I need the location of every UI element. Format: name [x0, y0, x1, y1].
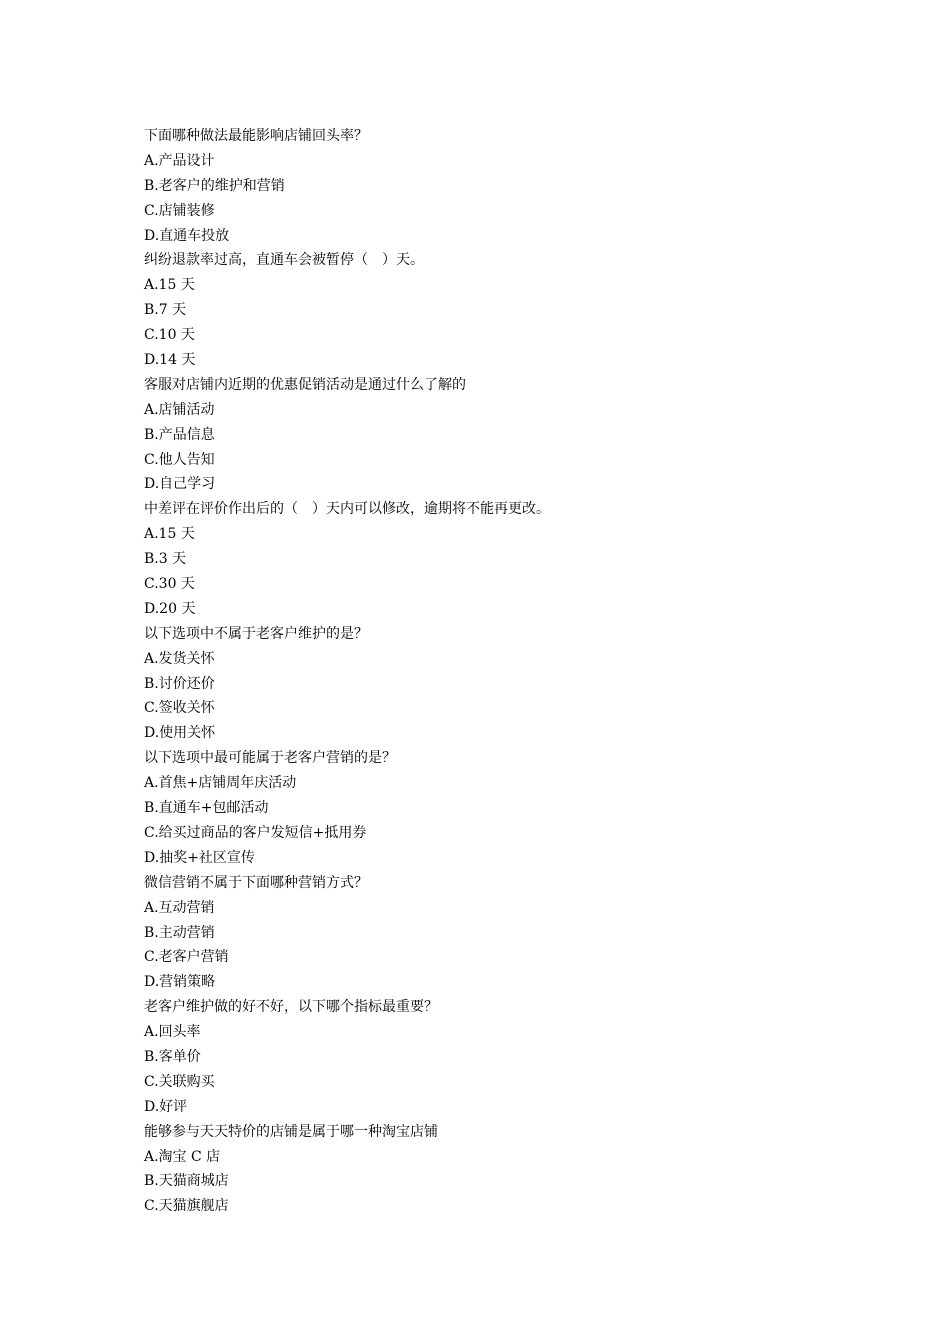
answer-option: D.20 天 — [144, 600, 196, 617]
answer-option: A.互动营销 — [144, 899, 215, 916]
answer-option: C.店铺装修 — [144, 202, 215, 219]
question-text: 以下选项中不属于老客户维护的是？ — [144, 625, 368, 642]
answer-option: A.15 天 — [144, 526, 195, 543]
question-block — [144, 248, 844, 372]
answer-option: C.给买过商品的客户发短信+抵用券 — [144, 824, 367, 841]
question-text: 微信营销不属于下面哪种营销方式？ — [144, 874, 368, 891]
answer-option: D.自己学习 — [144, 476, 216, 493]
answer-option: C.30 天 — [144, 576, 195, 593]
answer-option: C.关联购买 — [144, 1073, 215, 1090]
question-text: 老客户维护做的好不好，以下哪个指标最重要？ — [144, 999, 438, 1016]
question-block — [144, 373, 844, 497]
answer-option: A.产品设计 — [144, 152, 215, 169]
answer-option: D.好评 — [144, 1098, 188, 1115]
answer-option: B.直通车+包邮活动 — [144, 800, 269, 817]
answer-option: B.产品信息 — [144, 426, 215, 443]
answer-option: A.店铺活动 — [144, 401, 215, 418]
answer-option: B.讨价还价 — [144, 675, 215, 692]
question-text: 纠纷退款率过高，直通车会被暂停（ ）天。 — [144, 252, 424, 269]
question-text: 能够参与天天特价的店铺是属于哪一种淘宝店铺 — [144, 1123, 438, 1140]
question-block — [144, 871, 844, 995]
answer-option: A.15 天 — [144, 277, 195, 294]
answer-option: B.天猫商城店 — [144, 1173, 229, 1190]
answer-option: C.10 天 — [144, 327, 195, 344]
answer-option: D.14 天 — [144, 352, 196, 369]
answer-option: B.3 天 — [144, 551, 187, 568]
answer-option: A.回头率 — [144, 1024, 201, 1041]
answer-option: D.抽奖+社区宣传 — [144, 849, 255, 866]
question-text: 中差评在评价作出后的（ ）天内可以修改，逾期将不能再更改。 — [144, 501, 550, 518]
answer-option: D.营销策略 — [144, 974, 216, 991]
answer-option: A.淘宝 C 店 — [144, 1148, 221, 1165]
question-block — [144, 746, 844, 870]
answer-option: A.发货关怀 — [144, 650, 215, 667]
answer-option: A.首焦+店铺周年庆活动 — [144, 775, 297, 792]
question-block — [144, 622, 844, 746]
answer-option: B.7 天 — [144, 302, 187, 319]
question-text: 下面哪种做法最能影响店铺回头率？ — [144, 128, 368, 144]
answer-option: C.他人告知 — [144, 451, 215, 468]
answer-option: D.直通车投放 — [144, 227, 230, 244]
question-block — [144, 124, 844, 248]
question-block — [144, 1120, 844, 1220]
answer-option: C.签收关怀 — [144, 700, 215, 717]
answer-option: C.天猫旗舰店 — [144, 1198, 229, 1215]
question-text: 以下选项中最可能属于老客户营销的是？ — [144, 750, 396, 767]
answer-option: D.使用关怀 — [144, 725, 216, 742]
question-block — [144, 995, 844, 1119]
question-text: 客服对店铺内近期的优惠促销活动是通过什么了解的 — [144, 376, 466, 393]
question-document — [144, 124, 844, 1219]
answer-option: B.主动营销 — [144, 924, 215, 941]
answer-option: B.客单价 — [144, 1048, 201, 1065]
question-block — [144, 497, 844, 621]
answer-option: B.老客户的维护和营销 — [144, 177, 285, 194]
answer-option: C.老客户营销 — [144, 949, 229, 966]
